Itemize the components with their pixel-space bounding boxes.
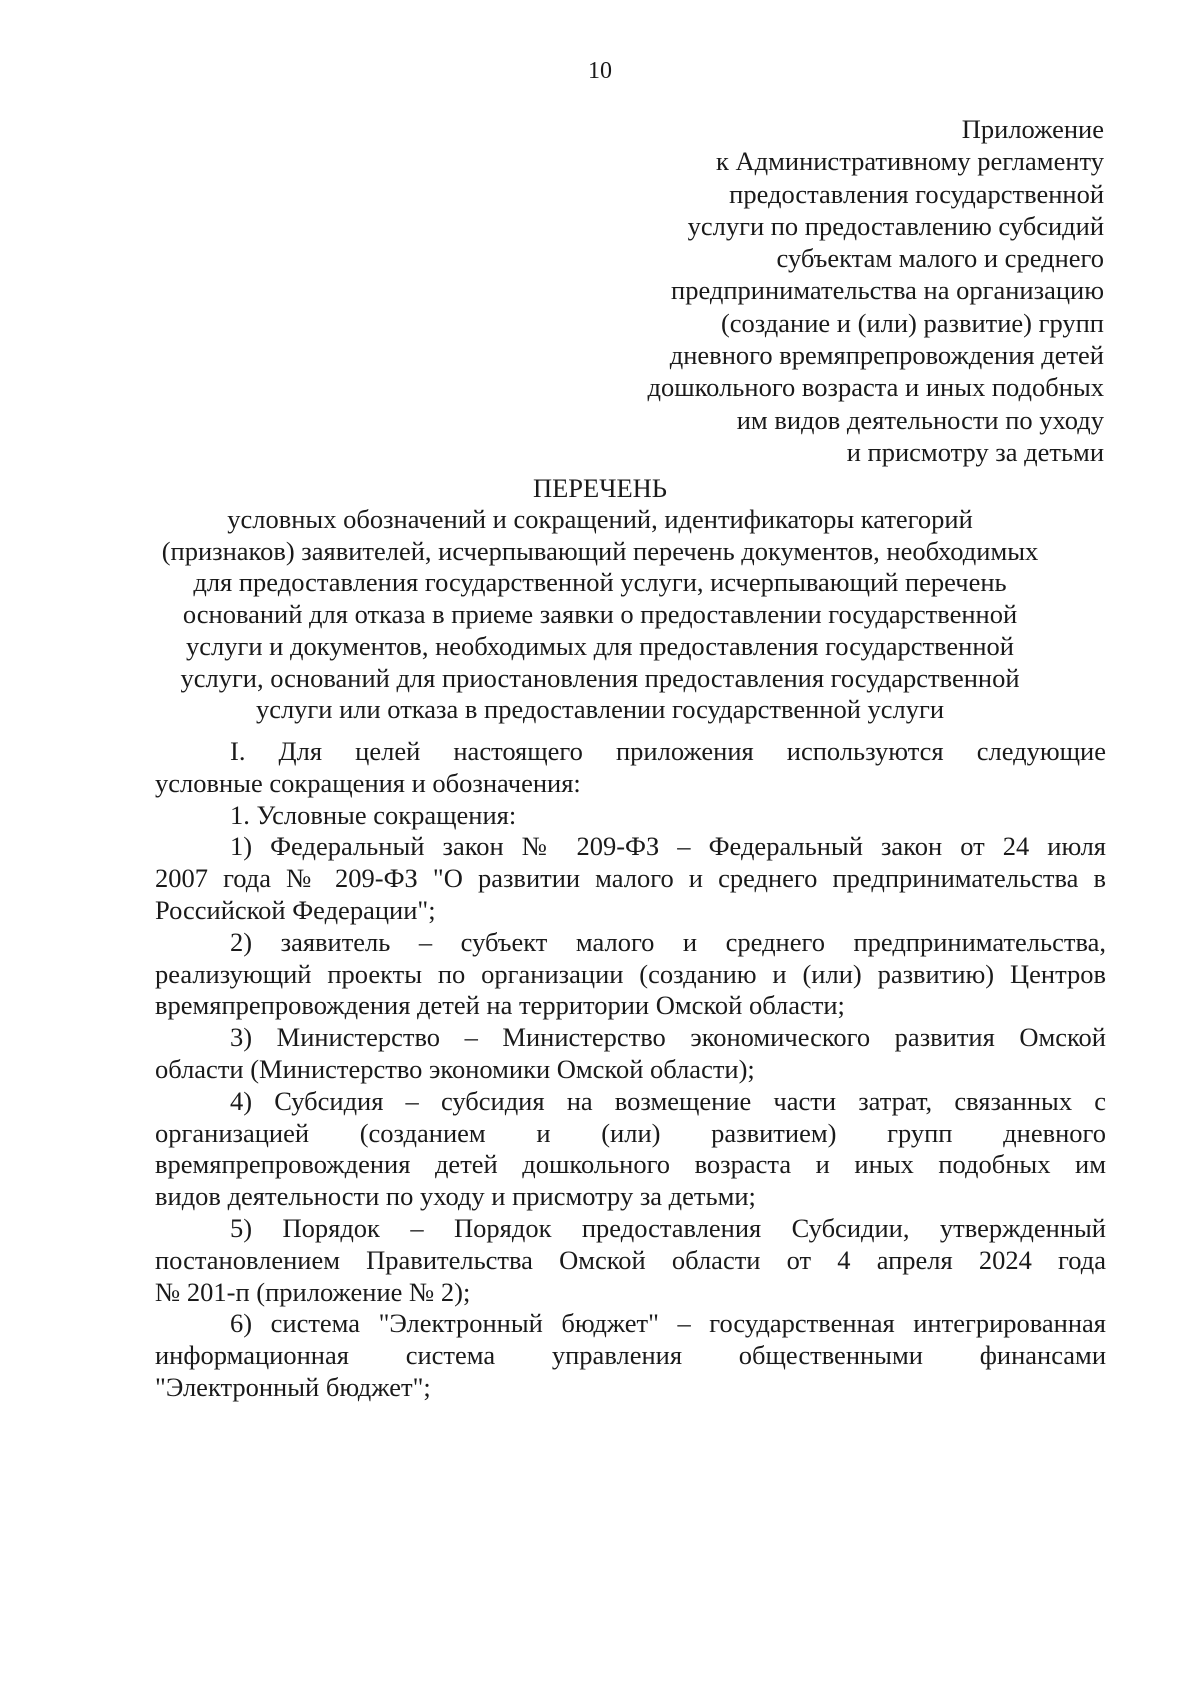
- subtitle-line: оснований для отказа в приеме заявки о предоставлении государственной: [182, 599, 1018, 630]
- document-subtitle: [140, 504, 1060, 726]
- annex-header: [544, 113, 1104, 468]
- document-body: [155, 736, 1106, 1404]
- paragraph-line: 1. Условные сокращения:: [230, 799, 517, 830]
- paragraph-line: Российской Федерации";: [155, 894, 436, 925]
- annex-line: предпринимательства на организацию: [671, 275, 1104, 306]
- abbreviation-item-3: [155, 1022, 1106, 1086]
- subtitle-line: услуги, оснований для приостановления предоставления государственной: [180, 662, 1020, 693]
- paragraph-line: 6) система "Электронный бюджет" – государственная интегрированная: [230, 1308, 1106, 1339]
- document-heading: ПЕРЕЧЕНЬ: [532, 473, 667, 503]
- subsection-1-heading: [155, 800, 1106, 832]
- paragraph-line: реализующий проекты по организации (созданию и (или) развитию) Центров: [155, 958, 1106, 989]
- annex-line: и присмотру за детьми: [846, 436, 1104, 467]
- annex-line: Приложение: [961, 114, 1104, 144]
- subtitle-line: услуги или отказа в предоставлении государственной услуги: [255, 694, 945, 725]
- page-number: 10: [588, 58, 612, 84]
- annex-line: к Административному регламенту: [716, 146, 1104, 177]
- abbreviation-item-4: [155, 1086, 1106, 1213]
- annex-line: (создание и (или) развитие) групп: [720, 307, 1104, 338]
- paragraph-line: времяпрепровождения детей дошкольного возраста и иных подобных им: [155, 1149, 1106, 1180]
- paragraph-line: № 201-п (приложение № 2);: [155, 1276, 471, 1307]
- subtitle-line: услуги и документов, необходимых для предоставления государственной: [186, 630, 1014, 661]
- section-i-paragraph: [155, 736, 1106, 800]
- annex-line: дневного времяпрепровождения детей: [669, 340, 1104, 371]
- paragraph-line: 2007 года № 209-ФЗ "О развитии малого и среднего предпринимательства в: [155, 863, 1106, 894]
- annex-line: дошкольного возраста и иных подобных: [647, 372, 1104, 403]
- abbreviation-item-5: [155, 1213, 1106, 1308]
- paragraph-line: организацией (созданием и (или) развитием) групп дневного: [155, 1117, 1106, 1148]
- paragraph-line: I. Для целей настоящего приложения используются следующие: [230, 736, 1106, 766]
- abbreviation-item-6: [155, 1308, 1106, 1403]
- paragraph-line: области (Министерство экономики Омской области);: [155, 1053, 755, 1084]
- annex-line: субъектам малого и среднего: [776, 243, 1104, 274]
- paragraph-line: 4) Субсидия – субсидия на возмещение части затрат, связанных с: [230, 1085, 1106, 1116]
- paragraph-line: информационная система управления общественными финансами: [155, 1340, 1106, 1371]
- annex-line: предоставления государственной: [729, 178, 1104, 209]
- paragraph-line: постановлением Правительства Омской области от 4 апреля 2024 года: [155, 1244, 1106, 1275]
- paragraph-line: 5) Порядок – Порядок предоставления Субсидии, утвержденный: [230, 1212, 1106, 1243]
- subtitle-line: для предоставления государственной услуги, исчерпывающий перечень: [193, 567, 1007, 598]
- paragraph-line: 1) Федеральный закон № 209-ФЗ – Федеральный закон от 24 июля: [230, 831, 1106, 862]
- subtitle-line: (признаков) заявителей, исчерпывающий перечень документов, необходимых: [161, 535, 1039, 566]
- abbreviation-item-2: [155, 927, 1106, 1022]
- paragraph-line: 3) Министерство – Министерство экономического развития Омской: [230, 1022, 1106, 1053]
- paragraph-line: условные сокращения и обозначения:: [155, 767, 581, 798]
- paragraph-line: времяпрепровождения детей на территории Омской области;: [155, 990, 845, 1021]
- annex-line: услуги по предоставлению субсидий: [687, 210, 1104, 241]
- paragraph-line: видов деятельности по уходу и присмотру за детьми;: [155, 1181, 756, 1212]
- subtitle-line: условных обозначений и сокращений, идентификаторы категорий: [227, 504, 973, 534]
- abbreviation-item-1: [155, 831, 1106, 926]
- paragraph-line: "Электронный бюджет";: [155, 1371, 431, 1402]
- annex-line: им видов деятельности по уходу: [736, 404, 1104, 435]
- paragraph-line: 2) заявитель – субъект малого и среднего предпринимательства,: [230, 926, 1106, 957]
